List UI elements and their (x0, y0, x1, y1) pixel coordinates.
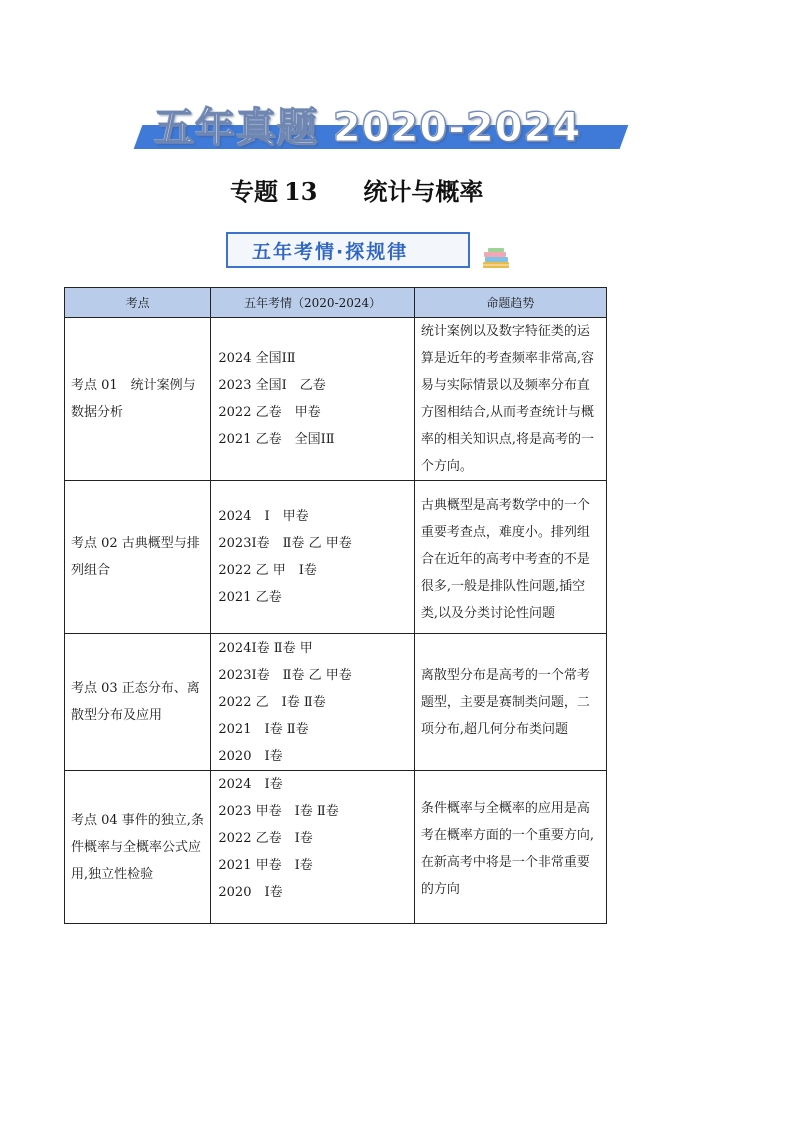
year-line: 2022 乙 Ⅰ卷 Ⅱ卷 (218, 694, 326, 710)
row-trend: 古典概型是高考数学中的一个重要考查点，难度小。排列组合在近年的高考中考查的不是很多,一般是排队性问题,插空类,以及分类讨论性问题 (414, 481, 606, 634)
topic-title (230, 172, 570, 208)
row-trend: 统计案例以及数字特征类的运算是近年的考查频率非常高,容易与实际情景以及频率分布直方图相结合,从而考查统计与概率的相关知识点,将是高考的一个方向。 (414, 318, 606, 481)
header-point: 考点 (65, 288, 211, 318)
table-row (65, 481, 607, 634)
year-line: 2024 全国ⅠⅡ (218, 351, 296, 366)
banner-title: 五年真题 2020-2024 (154, 105, 582, 151)
year-line: 2023Ⅰ卷 Ⅱ卷 乙 甲卷 (218, 667, 352, 683)
year-line: 2024Ⅰ卷 Ⅱ卷 甲 (218, 640, 313, 656)
row-trend: 条件概率与全概率的应用是高考在概率方面的一个重要方向,在新高考中将是一个非常重要的方向 (414, 771, 606, 924)
year-line: 2022 乙卷 甲卷 (218, 405, 321, 420)
year-line: 2023 全国Ⅰ 乙卷 (218, 378, 326, 393)
table-row (65, 318, 607, 481)
row-trend: 离散型分布是高考的一个常考题型，主要是赛制类问题，二项分布,超几何分布类问题 (414, 634, 606, 771)
year-line: 2023 甲卷 Ⅰ卷 Ⅱ卷 (218, 804, 339, 819)
exam-table (64, 287, 607, 924)
year-line: 2021 Ⅰ卷 Ⅱ卷 (218, 721, 309, 737)
year-line: 2021 乙卷 (218, 590, 282, 605)
header-years: 五年考情（2020-2024） (211, 288, 414, 318)
year-line: 2020 Ⅰ卷 (218, 885, 283, 900)
books-icon (480, 246, 512, 272)
row-years (211, 634, 414, 771)
row-years (211, 481, 414, 634)
year-line: 2023Ⅰ卷 Ⅱ卷 乙 甲卷 (218, 536, 352, 551)
table-header-row (65, 288, 607, 318)
section-label-text: 五年考情·探规律 (252, 241, 409, 263)
year-line: 2021 甲卷 Ⅰ卷 (218, 858, 313, 873)
section-label (226, 232, 470, 268)
year-line: 2024 Ⅰ 甲卷 (218, 509, 309, 524)
row-point: 考点 01 统计案例与数据分析 (65, 318, 211, 481)
year-line: 2024 Ⅰ卷 (218, 777, 283, 792)
table-row (65, 771, 607, 924)
row-years (211, 771, 414, 924)
banner (134, 96, 634, 156)
topic-name: 统计与概率 (363, 177, 484, 206)
year-line: 2022 乙 甲 Ⅰ卷 (218, 563, 317, 578)
year-line: 2021 乙卷 全国ⅠⅡ (218, 432, 335, 447)
year-line: 2022 乙卷 Ⅰ卷 (218, 831, 313, 846)
year-line: 2020 Ⅰ卷 (218, 748, 283, 764)
row-point: 考点 03 正态分布、离散型分布及应用 (65, 634, 211, 771)
row-point: 考点 04 事件的独立,条件概率与全概率公式应用,独立性检验 (65, 771, 211, 924)
topic-number: 13 (284, 177, 318, 206)
table-row (65, 634, 607, 771)
row-years (211, 318, 414, 481)
header-trend: 命题趋势 (414, 288, 606, 318)
row-point: 考点 02 古典概型与排列组合 (65, 481, 211, 634)
topic-prefix: 专题 (230, 177, 278, 206)
